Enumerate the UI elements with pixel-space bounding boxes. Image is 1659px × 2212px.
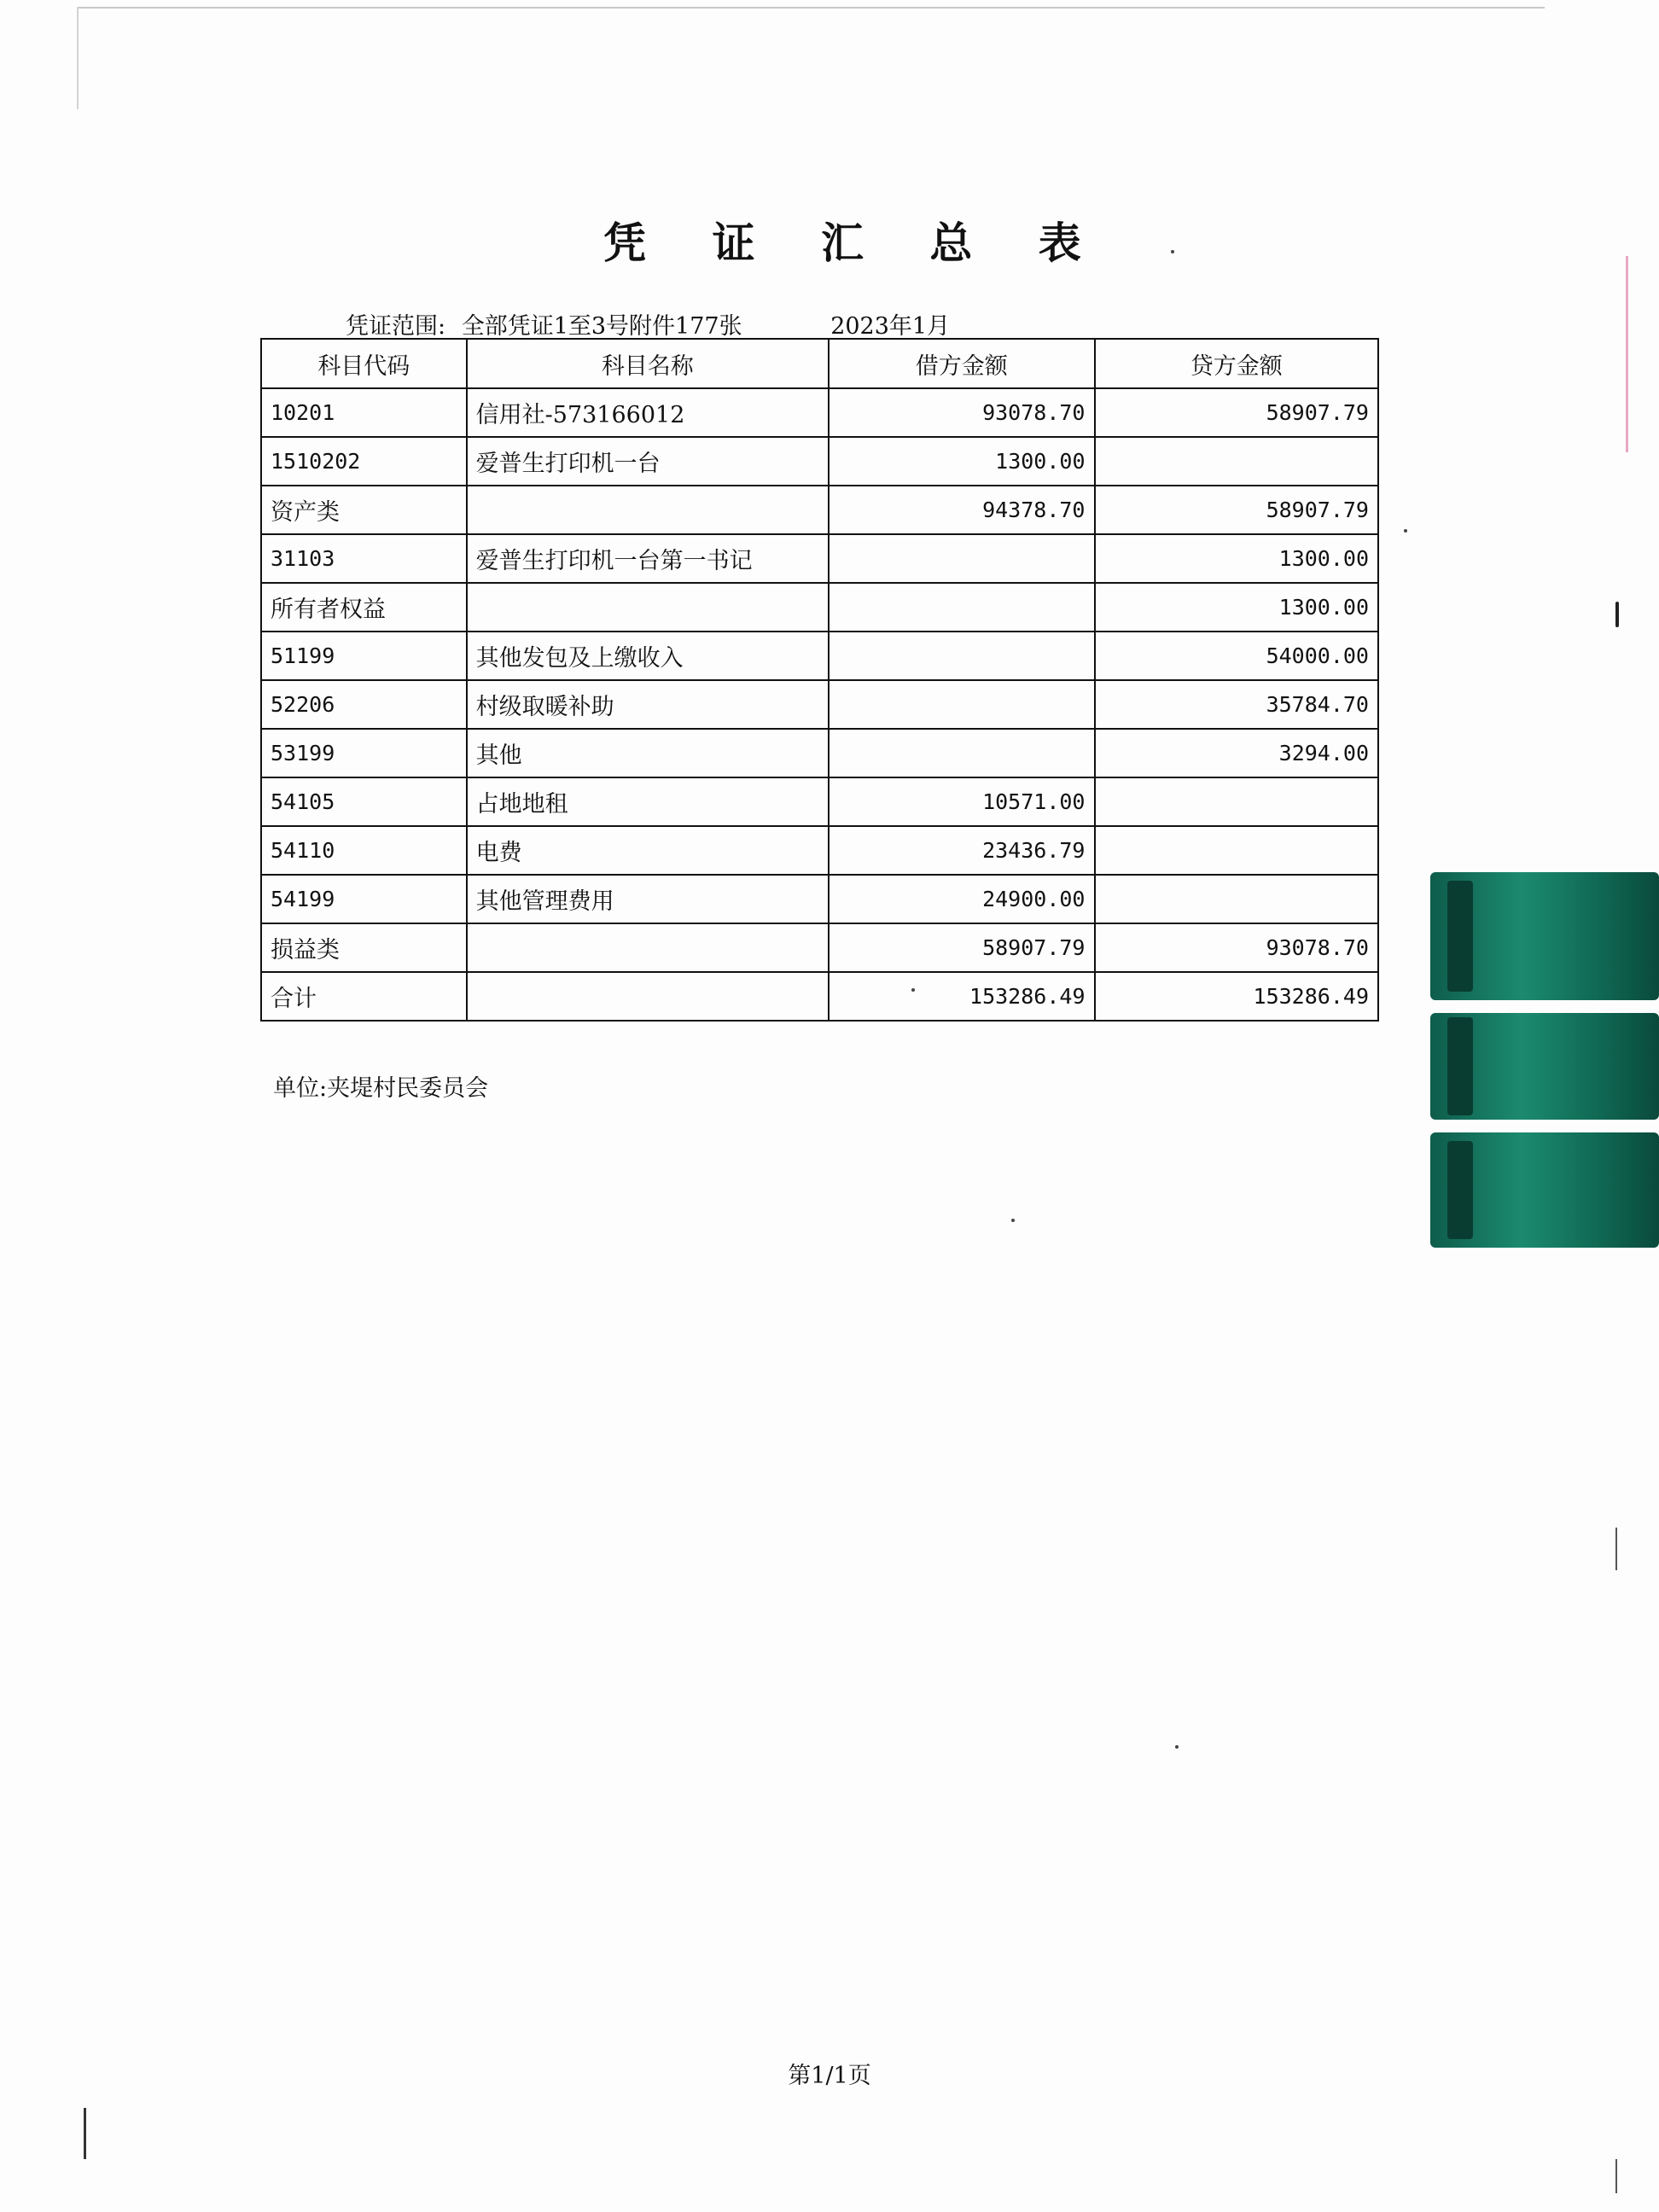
table-row [261,777,1378,826]
speck [1175,1745,1179,1749]
scan-mark [1615,602,1619,627]
table-row [261,729,1378,777]
cell-name: 信用社-573166012 [467,388,829,437]
cell-debit [829,583,1095,632]
cell-debit: 1300.00 [829,437,1095,486]
range-value: 全部凭证1至3号附件177张 [461,313,742,340]
cell-credit [1095,777,1379,826]
cell-debit [829,729,1095,777]
document-title: 凭 证 汇 总 表 [603,218,1107,268]
cell-credit: 1300.00 [1095,534,1379,583]
cell-debit: 23436.79 [829,826,1095,875]
clip-fold [1447,1141,1473,1239]
voucher-range-line [346,307,950,341]
header-debit: 借方金额 [829,339,1095,388]
clip-fold [1447,1017,1473,1115]
binder-clip [1430,872,1659,1248]
table-row [261,875,1378,923]
cell-name [467,486,829,534]
table-header-row [261,339,1378,388]
table-row [261,680,1378,729]
cell-debit: 153286.49 [829,972,1095,1021]
cell-credit [1095,437,1379,486]
cell-credit: 153286.49 [1095,972,1379,1021]
voucher-summary-table [260,338,1379,1022]
table-row [261,486,1378,534]
table-row [261,826,1378,875]
range-label: 凭证范围: [346,313,446,340]
cell-code: 1510202 [261,437,467,486]
cell-code: 54199 [261,875,467,923]
table-total-row [261,972,1378,1021]
binder-clip-top [1430,872,1659,1000]
cell-code: 52206 [261,680,467,729]
cell-name: 其他发包及上缴收入 [467,632,829,680]
table-row [261,632,1378,680]
cell-name: 电费 [467,826,829,875]
cell-debit: 93078.70 [829,388,1095,437]
pink-mark [1626,256,1628,452]
cell-name [467,583,829,632]
cell-credit: 3294.00 [1095,729,1379,777]
scan-mark [1615,2159,1617,2193]
cell-name [467,923,829,972]
cell-name: 其他管理费用 [467,875,829,923]
cell-debit: 24900.00 [829,875,1095,923]
cell-code: 51199 [261,632,467,680]
cell-credit: 35784.70 [1095,680,1379,729]
cell-name: 爱普生打印机一台 [467,437,829,486]
scan-edge-left [77,7,79,109]
cell-debit [829,680,1095,729]
scan-mark [84,2108,86,2159]
cell-code: 10201 [261,388,467,437]
scan-edge-top [77,7,1545,9]
cell-debit: 10571.00 [829,777,1095,826]
table-row [261,923,1378,972]
table-row [261,534,1378,583]
cell-debit: 94378.70 [829,486,1095,534]
cell-name: 占地地租 [467,777,829,826]
speck [1011,1219,1015,1222]
page-number: 第1/1页 [788,2063,871,2089]
cell-credit: 58907.79 [1095,388,1379,437]
cell-credit: 54000.00 [1095,632,1379,680]
header-account-name: 科目名称 [467,339,829,388]
scan-mark [1615,1528,1617,1570]
table-row [261,388,1378,437]
cell-credit [1095,826,1379,875]
clip-fold [1447,881,1473,992]
cell-credit: 58907.79 [1095,486,1379,534]
cell-name: 爱普生打印机一台第一书记 [467,534,829,583]
cell-code: 54110 [261,826,467,875]
cell-debit [829,632,1095,680]
cell-debit: 58907.79 [829,923,1095,972]
cell-name: 其他 [467,729,829,777]
cell-credit [1095,875,1379,923]
header-credit: 贷方金额 [1095,339,1379,388]
header-account-code: 科目代码 [261,339,467,388]
binder-clip-bottom [1430,1132,1659,1248]
cell-debit [829,534,1095,583]
cell-credit: 1300.00 [1095,583,1379,632]
speck [1404,529,1407,533]
binder-clip-middle [1430,1013,1659,1120]
unit-label: 单位:夹堤村民委员会 [273,1075,489,1102]
cell-code: 54105 [261,777,467,826]
cell-name: 村级取暖补助 [467,680,829,729]
cell-code: 31103 [261,534,467,583]
cell-code: 53199 [261,729,467,777]
cell-code: 所有者权益 [261,583,467,632]
period: 2023年1月 [830,313,951,340]
cell-code: 损益类 [261,923,467,972]
table-row [261,583,1378,632]
cell-code: 合计 [261,972,467,1021]
cell-code: 资产类 [261,486,467,534]
cell-name [467,972,829,1021]
table-row [261,437,1378,486]
cell-credit: 93078.70 [1095,923,1379,972]
